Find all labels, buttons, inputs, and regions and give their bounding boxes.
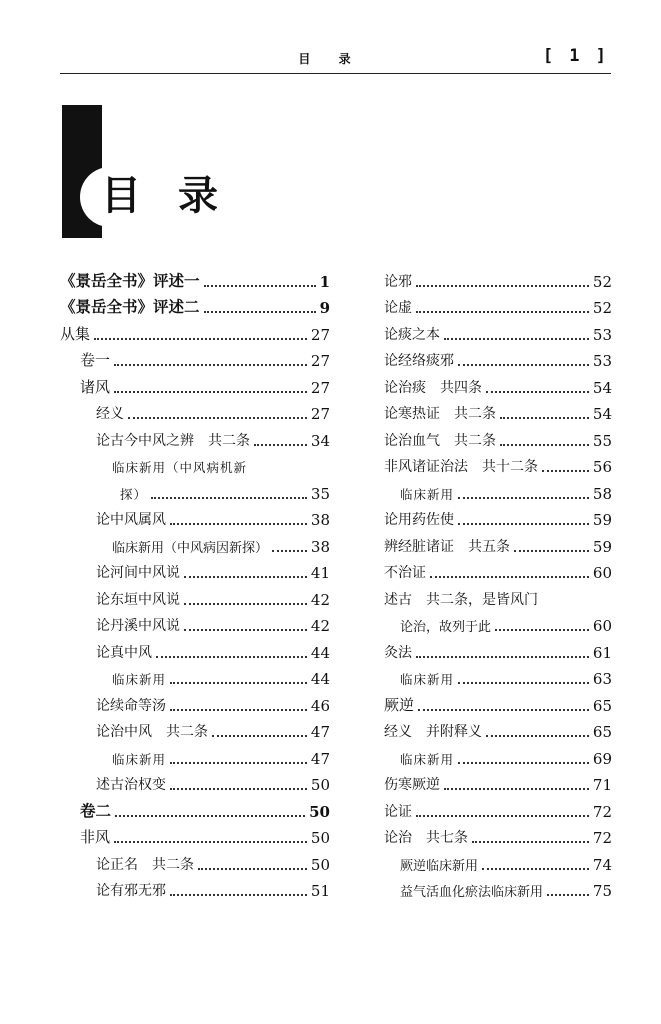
toc-entry-title: 经义 并附释义 [384,724,482,740]
toc-entry-page: 47 [310,749,330,768]
toc-entry-page: 47 [310,723,330,741]
toc-entry[interactable] [60,264,330,291]
toc-leader-dots [542,470,589,472]
toc-entry-title: 论虚 [384,300,412,316]
toc-entry[interactable] [384,264,612,291]
toc-entry-title: 论东垣中风说 [96,591,180,608]
toc-entry-page: 54 [592,405,612,423]
toc-entry-page: 52 [592,272,612,291]
toc-entry[interactable] [384,768,612,795]
toc-entry[interactable] [384,715,612,742]
toc-entry-title: 卷一 [80,351,111,369]
toc-entry[interactable] [384,556,612,583]
toc-entry[interactable] [384,344,612,371]
toc-entry[interactable] [60,847,330,874]
toc-entry[interactable] [60,450,330,477]
toc-entry-page: 55 [592,431,612,450]
toc-column-left [60,264,330,900]
toc-entry-page: 71 [592,776,612,794]
toc-entry-page: 52 [592,299,612,317]
toc-entry-page: 38 [310,511,330,529]
toc-entry-page: 50 [309,802,330,821]
toc-entry-title: 《景岳全书》评述一 [60,270,200,290]
toc-entry-title: 论正名 共二条 [96,856,194,873]
toc-leader-dots [444,338,589,340]
toc-entry[interactable] [60,370,330,397]
toc-entry[interactable] [384,688,612,715]
toc-entry[interactable] [60,821,330,848]
toc-leader-dots [212,735,307,737]
toc-entry-title: 厥逆 [384,695,415,714]
toc-entry-page: 44 [310,643,330,662]
toc-leader-dots [198,868,307,870]
toc-leader-dots [418,709,589,711]
toc-entry-page: 9 [319,299,330,317]
toc-entry-page: 59 [592,537,612,556]
toc-entry[interactable] [60,609,330,636]
toc-entry[interactable] [60,503,330,530]
toc-entry[interactable] [60,423,330,450]
toc-entry-title: 临床新用（中风病机新 [112,460,248,475]
page-title-char-2: 录 [178,173,218,219]
toc-entry[interactable] [384,821,612,848]
running-header-title: 目 录 [298,52,363,66]
toc-entry-page: 41 [310,564,330,582]
toc-entry-page: 75 [592,882,612,900]
toc-entry-page: 65 [592,723,612,741]
toc-entry-page: 59 [592,511,612,529]
toc-entry-page: 27 [310,325,330,344]
toc-leader-dots [114,364,307,366]
toc-entry-page: 34 [310,431,330,450]
toc-entry[interactable] [60,556,330,583]
toc-leader-dots [254,444,307,446]
toc-entry-page: 63 [592,670,612,688]
toc-entry-title: 论治，故列于此 [400,620,492,635]
toc-entry[interactable] [60,741,330,768]
toc-entry-page: 60 [592,564,612,582]
toc-leader-dots [458,364,589,366]
toc-leader-dots [272,550,307,552]
toc-leader-dots [472,841,589,843]
toc-entry-page: 74 [592,855,612,874]
header-rule [60,73,611,74]
toc-leader-dots [170,682,307,684]
toc-leader-dots [416,656,589,658]
toc-entry-title: 临床新用 [400,751,455,767]
toc-entry-title: 灸法 [384,644,412,661]
toc-leader-dots [486,391,589,393]
page-number: [ 1 ] [542,46,609,66]
toc-leader-dots [170,762,307,764]
page-title-char-1: 目 [101,173,141,219]
toc-entry-title: 临床新用 [400,672,455,687]
toc-leader-dots [458,762,589,764]
toc-entry-title: 论用药佐使 [384,512,454,528]
toc-leader-dots [115,815,305,817]
toc-entry-page: 50 [310,829,330,847]
toc-leader-dots [184,629,307,631]
toc-entry-title: 论丹溪中风说 [96,618,180,634]
toc-entry[interactable] [60,291,330,318]
toc-entry-page: 53 [592,352,612,370]
toc-entry-title: 论续命等汤 [96,697,166,714]
toc-leader-dots [416,285,589,287]
toc-leader-dots [184,576,307,578]
toc-leader-dots [416,815,589,817]
toc-entry[interactable] [384,741,612,768]
toc-entry-title: 益气活血化瘀法临床新用 [400,885,544,900]
toc-entry-title: 论治 共七条 [384,830,468,846]
toc-entry-title: 临床新用 [112,672,167,687]
toc-entry-page: 27 [310,352,330,370]
toc-entry-title: 论古今中风之辨 共二条 [96,432,250,449]
toc-leader-dots [458,497,589,499]
toc-entry-page: 56 [592,458,612,476]
toc-entry-title: 论寒热证 共二条 [384,406,496,422]
toc-entry-title: 《景岳全书》评述二 [60,297,200,316]
toc-entry-page: 38 [310,537,330,556]
toc-entry-page: 51 [310,882,330,900]
toc-leader-dots [486,735,589,737]
toc-leader-dots [114,841,307,843]
toc-entry-page: 69 [592,749,612,768]
toc-leader-dots [156,656,307,658]
toc-leader-dots [170,709,307,711]
toc-entry-title: 论中风属风 [96,512,166,528]
toc-entry-page: 72 [592,802,612,821]
toc-entry-title: 论治痰 共四条 [384,379,482,396]
toc-leader-dots [547,894,589,896]
toc-leader-dots [184,603,307,605]
toc-entry[interactable] [60,476,330,503]
toc-entry-title: 临床新用（中风病因新探） [112,540,269,556]
toc-entry-title: 论证 [384,803,412,820]
toc-entry[interactable] [60,715,330,742]
toc-entry-title: 辨经脏诸证 共五条 [384,538,510,555]
toc-leader-dots [458,523,589,525]
toc-entry-title: 论经络痰邪 [384,353,454,369]
toc-entry[interactable] [60,317,330,344]
toc-entry[interactable] [384,503,612,530]
toc-entry-title: 述古 共二条，是皆风门 [384,591,538,608]
toc-leader-dots [416,311,589,313]
toc-entry-title: 论真中风 [96,644,152,661]
toc-leader-dots [458,682,589,684]
toc-entry-title: 非风 [80,828,111,846]
toc-leader-dots [170,523,307,525]
toc-entry[interactable] [60,794,330,821]
toc-entry-page: 65 [592,696,612,715]
toc-leader-dots [128,417,307,419]
toc-entry[interactable] [384,317,612,344]
toc-leader-dots [204,285,316,287]
toc-entry[interactable] [60,635,330,662]
toc-entry[interactable] [384,635,612,662]
toc-entry[interactable] [384,291,612,318]
toc-entry-title: 论治中风 共二条 [96,724,208,740]
toc-entry-page: 54 [592,378,612,397]
toc-entry[interactable] [384,609,612,636]
toc-entry-title: 临床新用 [400,486,455,502]
toc-leader-dots [170,894,307,896]
toc-entry-page: 35 [310,484,330,503]
toc-entry[interactable] [384,370,612,397]
toc-leader-dots [204,311,316,313]
toc-leader-dots [482,868,589,870]
toc-entry-page: 46 [310,696,330,715]
toc-entry[interactable] [384,529,612,556]
toc-entry-title: 从集 [60,324,91,343]
toc-entry-title: 伤寒厥逆 [384,777,440,793]
toc-column-right [384,264,612,900]
toc-entry-page: 1 [319,272,330,291]
toc-entry[interactable] [60,874,330,901]
toc-entry[interactable] [60,768,330,795]
toc-entry-page: 27 [310,405,330,423]
toc-entry-title: 论治血气 共二条 [384,432,496,449]
toc-entry-title: 论邪 [384,273,412,290]
toc-leader-dots [500,444,589,446]
toc-entry-page: 58 [592,484,612,503]
toc-entry[interactable] [60,529,330,556]
toc-entry[interactable] [384,476,612,503]
toc-entry[interactable] [384,582,612,609]
toc-entry[interactable] [384,662,612,689]
toc-entry-title: 论痰之本 [384,326,440,343]
toc-leader-dots [444,788,589,790]
toc-entry-page: 42 [310,617,330,635]
toc-leader-dots [151,497,307,499]
toc-leader-dots [94,338,307,340]
toc-entry-title: 诸风 [80,377,111,396]
toc-entry-page: 60 [592,617,612,635]
toc-entry[interactable] [60,344,330,371]
toc-entry-page: 27 [310,378,330,397]
toc-leader-dots [495,629,589,631]
toc-entry-page: 53 [592,325,612,344]
toc-entry-title: 论河间中风说 [96,565,180,581]
toc-leader-dots [430,576,589,578]
toc-entry-page: 50 [310,855,330,874]
toc-entry[interactable] [384,874,612,901]
toc-entry-title: 探） [120,486,148,502]
toc-entry-title: 论有邪无邪 [96,883,166,899]
toc-entry-title: 述古治权变 [96,777,166,793]
toc-entry[interactable] [384,423,612,450]
toc-entry-title: 经义 [96,406,124,422]
toc-entry[interactable] [384,450,612,477]
toc-entry-title: 卷二 [80,800,112,820]
toc-entry-page: 72 [592,829,612,847]
toc-entry-title: 非风诸证治法 共十二条 [384,459,538,475]
toc-entry-title: 临床新用 [112,751,167,767]
toc-entry-page: 50 [310,776,330,794]
toc-entry[interactable] [60,582,330,609]
toc-leader-dots [500,417,589,419]
toc-entry-title: 厥逆临床新用 [400,858,479,874]
toc-entry-page: 42 [310,590,330,609]
toc-entry[interactable] [384,847,612,874]
toc-entry-title: 不治证 [384,565,426,581]
toc-entry[interactable] [60,688,330,715]
toc-leader-dots [170,788,307,790]
toc-leader-dots [114,391,307,393]
toc-entry[interactable] [384,794,612,821]
toc-entry-page: 44 [310,670,330,688]
toc-entry[interactable] [60,397,330,424]
toc-entry-page: 61 [592,643,612,662]
toc-entry[interactable] [60,662,330,689]
toc-entry[interactable] [384,397,612,424]
toc-leader-dots [514,550,589,552]
